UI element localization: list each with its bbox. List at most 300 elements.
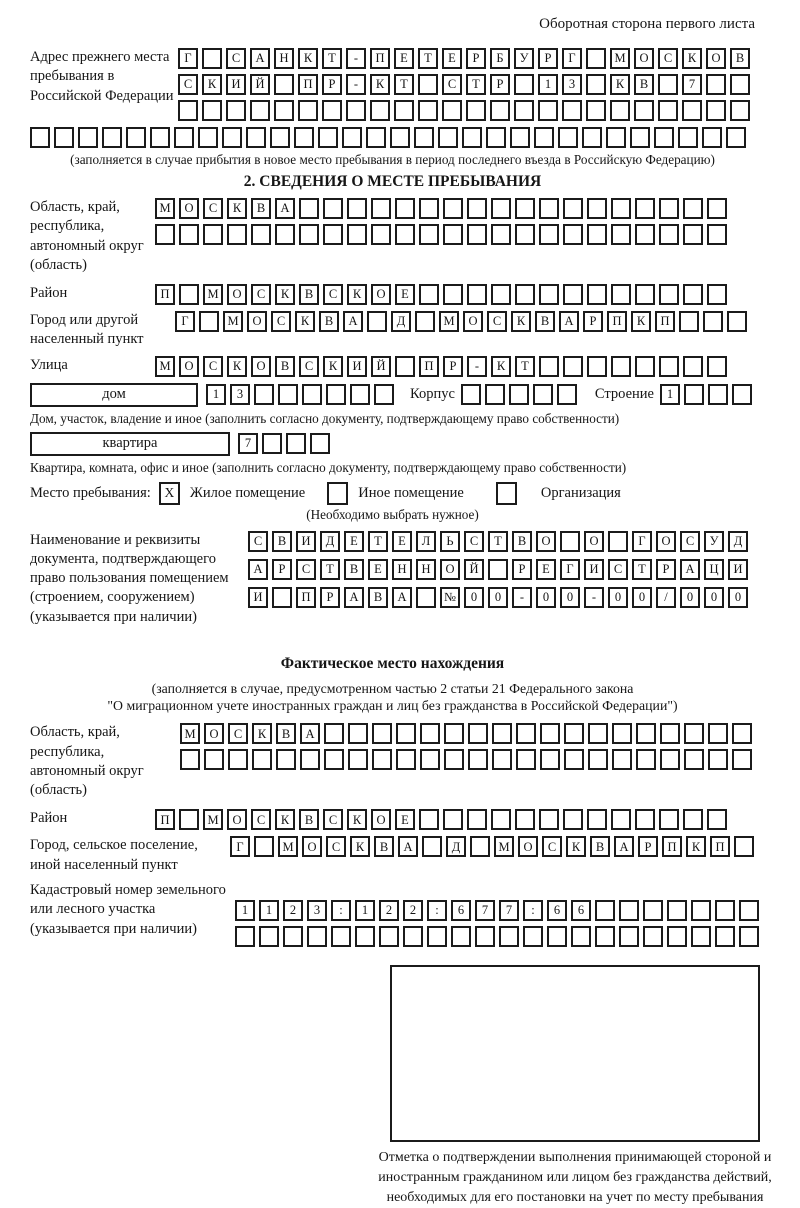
char-cell: Д [728,531,748,552]
char-row-house [206,384,398,405]
char-cell [634,100,654,121]
char-cell [708,723,728,744]
char-cell: С [248,531,268,552]
char-cell [274,74,294,95]
char-cell [707,224,727,245]
char-cell [643,926,663,947]
char-cell: Р [538,48,558,69]
district-label-s3: Район [30,810,68,827]
char-cell: А [275,198,295,219]
char-cell [331,926,351,947]
char-cell: - [584,587,604,608]
char-cell [202,48,222,69]
region-label-s3: Область, край, республика, автономный округ (область) [30,724,144,799]
region-label-s2: Область, край, республика, автономный округ (область) [30,199,144,273]
char-cell: М [180,723,200,744]
char-cell: Т [322,48,342,69]
char-cell [491,284,511,305]
char-cell [372,723,392,744]
char-cell: С [251,284,271,305]
char-cell: К [686,836,706,857]
cadastre-cell-rows [235,900,763,947]
char-cell: П [155,809,175,830]
document-field [30,531,755,649]
char-cell: М [203,809,223,830]
char-cell [595,900,615,921]
district-label-s2: Район [30,285,68,301]
prev-address-field [30,48,755,121]
char-cell [563,809,583,830]
char-cell: - [467,356,487,377]
char-cell: Е [395,809,415,830]
char-cell [683,809,703,830]
char-cell: А [300,723,320,744]
char-cell: 0 [728,587,748,608]
char-cell: 7 [682,74,702,95]
char-cell: 0 [488,587,508,608]
char-cell [251,224,271,245]
char-cell [682,100,702,121]
char-cell [587,284,607,305]
char-cell [658,74,678,95]
char-cell [294,127,314,148]
char-cell [635,224,655,245]
char-cell [174,127,194,148]
char-cell [254,384,274,405]
char-cell: У [514,48,534,69]
char-cell [299,224,319,245]
char-cell [684,723,704,744]
char-cell [467,198,487,219]
char-cell [270,127,290,148]
stay-type-note: (Необходимо выбрать нужное) [306,506,479,522]
char-cell: В [590,836,610,857]
apartment-note: Квартира, комната, офис и иное (заполнить согласно документу, подтверждающему право собственности) [30,459,627,475]
char-cell: Т [488,531,508,552]
char-cell [491,224,511,245]
char-cell [510,127,530,148]
option-zhiloe-label: Жилое помещение [189,484,306,501]
char-cell: М [155,356,175,377]
char-cell: И [248,587,268,608]
char-row-district-s2 [155,284,731,305]
char-cell [102,127,122,148]
char-cell [466,100,486,121]
char-cell [419,224,439,245]
char-cell: 2 [283,900,303,921]
char-cell [488,559,508,580]
apartment-row [30,432,755,456]
char-cell [419,284,439,305]
char-cell: Т [418,48,438,69]
char-cell [298,100,318,121]
char-cell [612,723,632,744]
char-cell: 7 [475,900,495,921]
char-cell: 3 [562,74,582,95]
char-cell [523,926,543,947]
char-cell: К [275,809,295,830]
char-cell: : [331,900,351,921]
char-cell: В [512,531,532,552]
char-cell [659,224,679,245]
char-cell [346,100,366,121]
char-cell: : [523,900,543,921]
char-cell [608,531,628,552]
char-cell: Г [230,836,250,857]
char-cell: К [275,284,295,305]
char-cell [708,749,728,770]
char-cell [635,284,655,305]
char-cell: И [296,531,316,552]
char-cell [420,749,440,770]
char-cell [222,127,242,148]
char-cell [491,809,511,830]
char-cell [418,100,438,121]
char-cell [342,127,362,148]
char-cell [586,100,606,121]
char-cell [563,284,583,305]
char-cell: П [298,74,318,95]
char-cell [395,356,415,377]
char-cell: А [398,836,418,857]
char-cell [347,224,367,245]
char-cell: М [278,836,298,857]
char-cell [564,749,584,770]
char-cell [492,723,512,744]
char-cell [442,100,462,121]
char-cell [612,749,632,770]
char-cell [588,723,608,744]
char-cell: С [203,198,223,219]
char-cell [606,127,626,148]
char-cell [485,384,505,405]
char-cell: А [248,559,268,580]
char-cell: О [463,311,483,332]
char-cell [611,224,631,245]
char-cell: С [542,836,562,857]
char-cell: В [368,587,388,608]
char-cell: Е [442,48,462,69]
char-cell [588,749,608,770]
char-cell: Р [322,74,342,95]
char-cell: А [344,587,364,608]
char-cell: Й [371,356,391,377]
char-cell [587,356,607,377]
char-cell [515,809,535,830]
char-cell [418,74,438,95]
char-cell [419,198,439,219]
char-cell: П [155,284,175,305]
char-cell: О [204,723,224,744]
char-cell [587,809,607,830]
char-cell [539,809,559,830]
char-cell [427,926,447,947]
region-field-s3 [30,723,755,803]
option-inoe-label: Иное помещение [358,484,464,501]
char-cell [179,224,199,245]
char-cell [538,100,558,121]
char-cell [635,809,655,830]
confirmation-mark-box [390,965,760,1142]
char-cell [374,384,394,405]
char-cell: В [319,311,339,332]
char-cell: Е [536,559,556,580]
char-cell [443,809,463,830]
char-cell: Т [320,559,340,580]
city-label-s3: Город, сельское поселение, иной населенный пункт [30,837,198,873]
char-cell [390,127,410,148]
char-row-region2-s2 [155,224,731,245]
char-cell [419,809,439,830]
char-cell [611,356,631,377]
region-field-s2 [30,198,755,278]
char-cell [323,198,343,219]
char-cell [348,723,368,744]
char-cell: Н [416,559,436,580]
char-cell: П [607,311,627,332]
char-cell: М [223,311,243,332]
char-cell: С [680,531,700,552]
char-cell: В [276,723,296,744]
char-cell: П [419,356,439,377]
char-cell [467,224,487,245]
char-cell [516,723,536,744]
char-row-prev-1 [178,48,754,69]
char-cell: К [511,311,531,332]
char-cell: 1 [259,900,279,921]
char-cell: С [271,311,291,332]
char-cell [659,284,679,305]
char-cell: О [227,809,247,830]
char-cell: О [179,356,199,377]
char-cell [539,198,559,219]
char-cell [739,926,759,947]
char-cell [679,311,699,332]
char-cell [198,127,218,148]
char-row-region1-s3 [180,723,756,744]
char-cell: С [299,356,319,377]
district-field-s2 [30,284,755,305]
region-cell-rows-s3 [180,723,756,770]
char-cell: С [228,723,248,744]
char-cell [630,127,650,148]
char-row-prev-2 [178,74,754,95]
char-cell [227,224,247,245]
char-cell [274,100,294,121]
char-cell [451,926,471,947]
char-cell [394,100,414,121]
char-cell [659,356,679,377]
char-cell: К [370,74,390,95]
char-cell [515,284,535,305]
char-row-city-s2 [175,311,751,332]
char-cell [348,749,368,770]
char-cell [252,749,272,770]
char-row-apartment [238,433,334,454]
char-cell [322,100,342,121]
char-cell [54,127,74,148]
char-cell [586,48,606,69]
char-cell: П [662,836,682,857]
char-cell: П [655,311,675,332]
prev-address-label: Адрес прежнего места пребывания в Российской Федерации [30,49,174,104]
char-cell: 3 [230,384,250,405]
char-cell [734,836,754,857]
char-cell: Д [446,836,466,857]
char-cell [611,809,631,830]
city-field-s2 [30,311,755,350]
char-cell [202,100,222,121]
char-cell: 0 [680,587,700,608]
char-cell: 1 [538,74,558,95]
street-field-s2 [30,356,755,377]
char-cell: Т [368,531,388,552]
char-cell [310,433,330,454]
char-cell [635,356,655,377]
char-cell [307,926,327,947]
char-cell: М [155,198,175,219]
char-cell [486,127,506,148]
char-cell [300,749,320,770]
char-cell: № [440,587,460,608]
char-cell [396,723,416,744]
document-cell-rows [248,531,752,608]
char-cell [667,900,687,921]
char-cell [444,723,464,744]
char-cell [683,284,703,305]
char-cell [414,127,434,148]
char-cell: 3 [307,900,327,921]
char-cell: Е [344,531,364,552]
district-field-s3 [30,809,755,830]
char-row-region2-s3 [180,749,756,770]
char-cell: К [323,356,343,377]
char-row-doc-2 [248,559,752,580]
checkbox-organizacia [496,482,517,505]
char-cell: 2 [379,900,399,921]
char-cell [540,723,560,744]
char-cell [660,749,680,770]
char-cell: К [491,356,511,377]
char-cell [415,311,435,332]
char-cell [470,836,490,857]
char-cell: К [252,723,272,744]
char-cell: С [464,531,484,552]
char-cell: 6 [547,900,567,921]
char-cell [203,224,223,245]
char-cell [533,384,553,405]
char-cell: С [658,48,678,69]
stay-type-row [30,482,755,505]
checkbox-zhiloe: X [159,482,180,505]
char-cell: 0 [536,587,556,608]
char-cell [246,127,266,148]
char-cell: Е [392,531,412,552]
char-cell: И [347,356,367,377]
char-cell [395,224,415,245]
char-cell [636,723,656,744]
char-cell: О [656,531,676,552]
char-cell [658,100,678,121]
char-cell: О [179,198,199,219]
corner-note: Оборотная сторона первого листа [539,16,755,32]
char-cell: А [680,559,700,580]
char-cell: С [487,311,507,332]
char-cell [732,384,752,405]
char-cell: К [202,74,222,95]
char-cell [276,749,296,770]
char-cell: 0 [560,587,580,608]
char-cell: М [494,836,514,857]
char-cell: О [634,48,654,69]
char-cell [514,100,534,121]
char-cell [286,433,306,454]
char-cell [636,749,656,770]
char-cell: 2 [403,900,423,921]
char-cell: О [536,531,556,552]
char-cell [416,587,436,608]
char-cell: О [371,809,391,830]
char-cell [30,127,50,148]
char-cell: Г [560,559,580,580]
char-cell [491,198,511,219]
char-cell: Р [490,74,510,95]
char-cell [395,198,415,219]
char-cell [250,100,270,121]
char-cell [707,356,727,377]
char-cell [509,384,529,405]
char-cell: В [344,559,364,580]
char-cell: Е [368,559,388,580]
char-cell [420,723,440,744]
char-cell: 1 [355,900,375,921]
char-cell: А [343,311,363,332]
char-cell [587,224,607,245]
char-cell: Е [394,48,414,69]
char-cell [726,127,746,148]
korpus-label: Корпус [410,386,455,403]
char-cell: В [634,74,654,95]
char-cell [78,127,98,148]
char-cell: С [296,559,316,580]
char-cell: С [203,356,223,377]
char-cell: 7 [238,433,258,454]
char-cell [403,926,423,947]
char-cell: / [656,587,676,608]
house-row [30,383,755,407]
char-cell [299,198,319,219]
char-cell [708,384,728,405]
char-cell: С [226,48,246,69]
char-cell [179,284,199,305]
char-cell [371,198,391,219]
cadastre-label: Кадастровый номер земельного или лесного участка (указывается при наличии) [30,881,226,937]
char-cell: Р [656,559,676,580]
char-cell: К [295,311,315,332]
char-cell: Р [583,311,603,332]
char-cell [515,198,535,219]
char-cell: : [427,900,447,921]
char-row-stroenie [660,384,756,405]
char-cell: М [203,284,223,305]
char-cell [654,127,674,148]
char-row-street-s2 [155,356,731,377]
char-cell [179,809,199,830]
char-cell: - [512,587,532,608]
char-cell [540,749,560,770]
char-row-cadastre-1 [235,900,763,921]
char-cell: К [227,198,247,219]
